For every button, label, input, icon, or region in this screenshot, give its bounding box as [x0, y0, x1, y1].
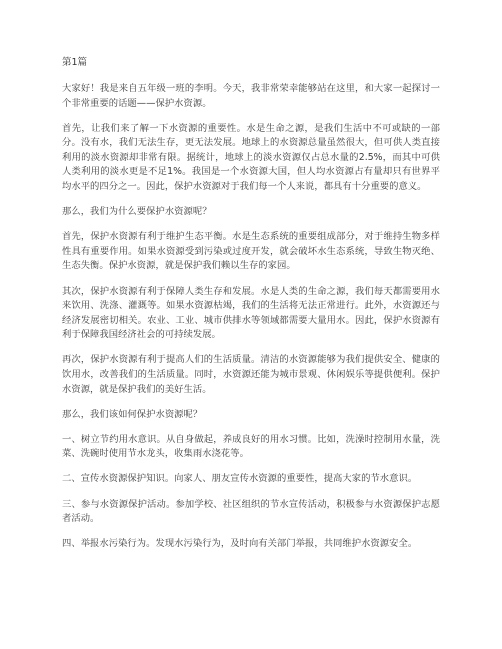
paragraph-point-two: 二、宣传水资源保护知识。向家人、朋友宣传水资源的重要性，提高大家的节水意识。 [62, 473, 418, 485]
document-heading: 第1篇 [62, 57, 88, 68]
document-page [62, 56, 440, 562]
paragraph-quality: 再次，保护水资源有利于提高人们的生活质量。清洁的水资源能够为我们提供安全、健康的饮用水，改善我们的生活质量。同时，水资源还能为城市景观、休闲娱乐等提供便利。保护水资源，就是保护我们的美好生活。 [62, 354, 440, 395]
paragraph-intro: 大家好！我是来自五年级一班的李明。今天，我非常荣幸能够站在这里，和大家一起探讨一个非常重要的话题——保护水资源。 [62, 83, 440, 109]
paragraph-ecology: 首先，保护水资源有利于维护生态平衡。水是生态系统的重要组成部分，对于维持生物多样性具有重要作用。如果水资源受到污染或过度开发，就会破坏水生态系统，导致生物灭绝、生态失衡。保护水资源，就是保护我们赖以生存的家园。 [62, 231, 440, 272]
paragraph-point-three: 三、参与水资源保护活动。参加学校、社区组织的节水宣传活动，积极参与水资源保护志愿者活动。 [62, 498, 440, 525]
paragraph-importance: 首先，让我们来了解一下水资源的重要性。水是生命之源，是我们生活中不可或缺的一部分。没有水，我们无法生存，更无法发展。地球上的水资源总量虽然很大，但可供人类直接利用的淡水资源却非常有限。据统计，地球上的淡水资源仅占总水量的2.5%，而其中可供人类利用的淡水更是不足1%。我国是一个水资源大国，但人均水资源占有量却只有世界平均水平的四分之一。因此，保护水资源对于我们每一个人来说，都具有十分重要的意义。 [62, 122, 440, 193]
paragraph-how-question: 那么，我们该如何保护水资源呢？ [62, 408, 203, 420]
paragraph-why-question: 那么，我们为什么要保护水资源呢？ [62, 206, 212, 218]
paragraph-survival: 其次，保护水资源有利于保障人类生存和发展。水是人类的生命之源，我们每天都需要用水来饮用、洗涤、灌溉等。如果水资源枯竭，我们的生活将无法正常进行。此外，水资源还与经济发展密切相关。农业、工业、城市供排水等领域都需要大量用水。因此，保护水资源有利于保障我国经济社会的可持续发展。 [62, 285, 440, 341]
paragraph-point-one: 一、树立节约用水意识。从自身做起，养成良好的用水习惯。比如，洗澡时控制用水量，洗菜、洗碗时使用节水龙头，收集雨水浇花等。 [62, 433, 440, 460]
paragraph-point-four: 四、举报水污染行为。发现水污染行为，及时向有关部门举报，共同维护水资源安全。 [62, 538, 418, 550]
